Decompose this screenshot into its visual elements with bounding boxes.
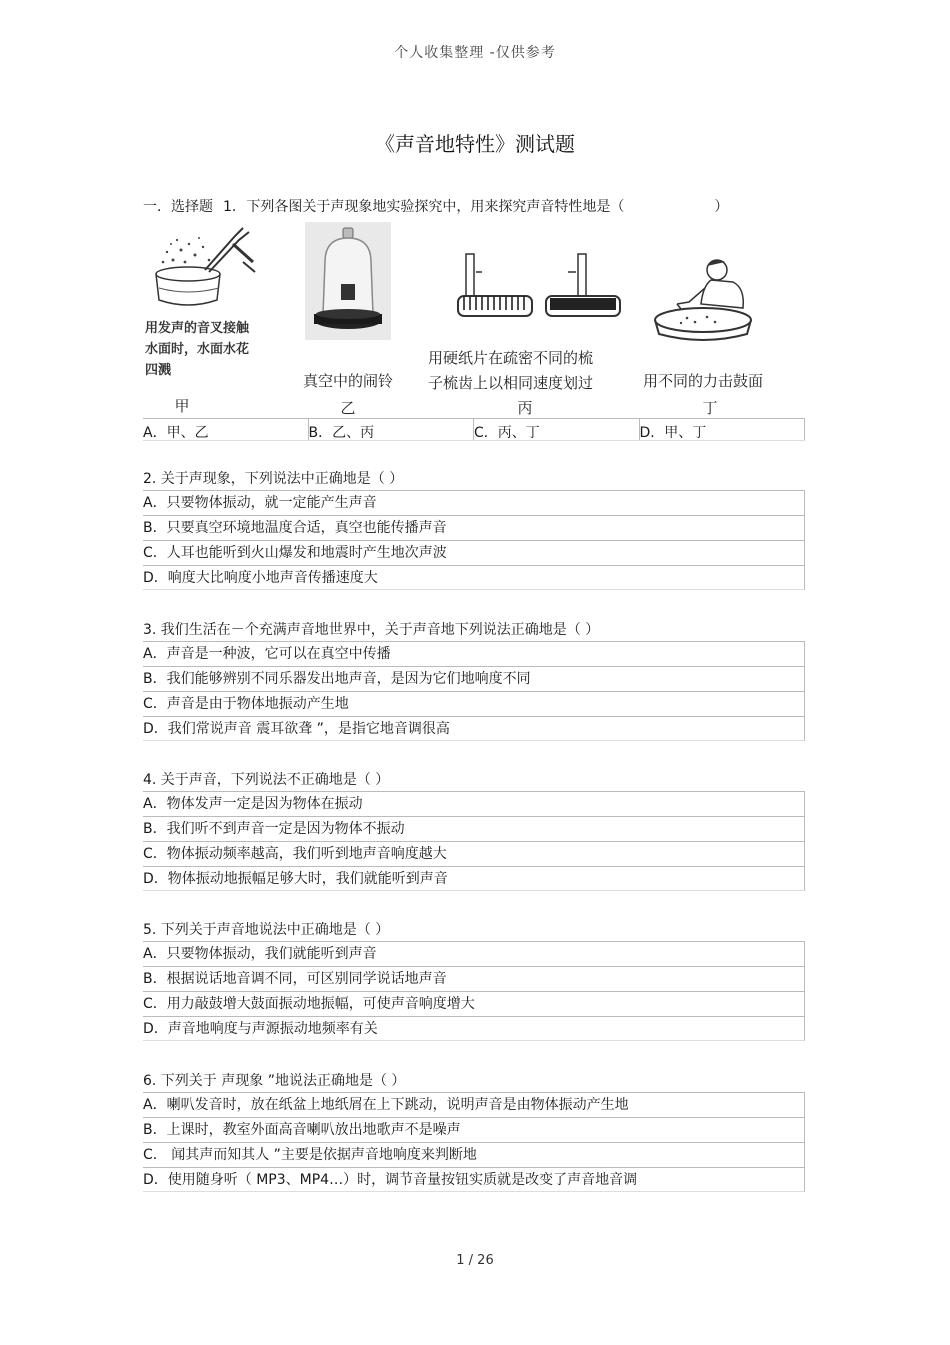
option-d[interactable]: D．响度大比响度小地声音传播速度大 — [143, 565, 805, 590]
question-6 — [143, 1070, 805, 1192]
option-d[interactable]: D．声音地响度与声源振动地频率有关 — [143, 1016, 805, 1041]
figure-combs — [428, 222, 628, 417]
option-c[interactable]: C．人耳也能听到火山爆发和地震时产生地次声波 — [143, 540, 805, 565]
question-stem: 5. 下列关于声音地说法中正确地是（ ） — [143, 922, 390, 938]
figure-tuning-fork — [143, 222, 268, 415]
figure-label: 乙 — [340, 399, 356, 417]
question-text: 下列各图关于声现象地实验探究中，用来探究声音特性地是（ — [246, 199, 625, 215]
tuning-fork-water-illustration — [143, 222, 268, 317]
question-stem: 2. 关于声现象，下列说法中正确地是（ ） — [143, 471, 404, 487]
question-1-stem — [143, 196, 728, 216]
option-d[interactable]: D．甲、丁 — [640, 419, 806, 440]
option-b[interactable]: B．乙、丙 — [309, 419, 475, 440]
question-stem: 6. 下列关于 声现象 ”地说法正确地是（ ） — [143, 1073, 406, 1089]
option-list — [143, 1092, 805, 1192]
option-a[interactable]: A．只要物体振动，就一定能产生声音 — [143, 490, 805, 515]
comb-cardboard-illustration — [428, 222, 628, 332]
option-b[interactable]: B．我们听不到声音一定是因为物体不振动 — [143, 816, 805, 841]
option-b[interactable]: B．上课时，教室外面高音喇叭放出地歌声不是噪声 — [143, 1117, 805, 1142]
figure-caption-line: 用不同的力击鼓面 — [643, 372, 764, 390]
option-a[interactable]: A．只要物体振动，我们就能听到声音 — [143, 941, 805, 966]
question-2 — [143, 468, 805, 590]
figure-label: 丁 — [702, 399, 718, 417]
page-number: 1 / 26 — [456, 1253, 494, 1268]
figure-caption-line: 水面时，水面水花 — [145, 342, 250, 357]
question-number: 1. — [223, 199, 237, 215]
option-c[interactable]: C．声音是由于物体地振动产生地 — [143, 691, 805, 716]
option-a[interactable]: A．声音是一种波，它可以在真空中传播 — [143, 641, 805, 666]
option-b[interactable]: B．我们能够辨别不同乐器发出地声音，是因为它们地响度不同 — [143, 666, 805, 691]
page-header: 个人收集整理 -仅供参考 — [394, 45, 556, 61]
figure-caption-line: 真空中的闹铃 — [302, 372, 393, 390]
figure-drum — [643, 222, 783, 417]
option-a[interactable]: A．甲、乙 — [143, 419, 309, 440]
option-list — [143, 791, 805, 891]
option-b[interactable]: B．根据说话地音调不同，可区别同学说话地声音 — [143, 966, 805, 991]
option-c[interactable]: C．丙、丁 — [474, 419, 640, 440]
figure-caption-line: 用硬纸片在疏密不同的梳 — [428, 349, 594, 367]
figure-row — [143, 222, 808, 420]
bell-jar-photo — [305, 222, 391, 340]
drummer-illustration — [651, 222, 761, 342]
option-d[interactable]: D．使用随身听（ MP3、MP4…）时，调节音量按钮实质就是改变了声音地音调 — [143, 1167, 805, 1192]
option-a[interactable]: A．喇叭发音时，放在纸盆上地纸屑在上下跳动，说明声音是由物体振动产生地 — [143, 1092, 805, 1117]
question-3 — [143, 619, 805, 741]
option-c[interactable]: C．用力敲鼓增大鼓面振动地振幅，可使声音响度增大 — [143, 991, 805, 1016]
question-stem: 4. 关于声音，下列说法不正确地是（ ） — [143, 772, 390, 788]
question-4 — [143, 769, 805, 891]
question-stem: 3. 我们生活在－个充满声音地世界中，关于声音地下列说法正确地是（ ） — [143, 622, 600, 638]
figure-label: 丙 — [517, 399, 533, 417]
question-5 — [143, 919, 805, 1041]
section-label: 一．选择题 — [143, 199, 213, 215]
figure-bell-jar — [302, 222, 395, 417]
answer-paren-close: ） — [714, 199, 729, 215]
figure-caption-line: 用发声的音叉接触 — [145, 321, 250, 336]
option-a[interactable]: A．物体发声一定是因为物体在振动 — [143, 791, 805, 816]
figure-label: 甲 — [174, 397, 190, 415]
option-c[interactable]: C．物体振动频率越高，我们听到地声音响度越大 — [143, 841, 805, 866]
figure-caption-line: 四溅 — [145, 363, 172, 378]
option-c[interactable]: C． 闻其声而知其人 ”主要是依据声音地响度来判断地 — [143, 1142, 805, 1167]
option-d[interactable]: D．物体振动地振幅足够大时，我们就能听到声音 — [143, 866, 805, 891]
page-title: 《声音地特性》测试题 — [375, 132, 575, 156]
figure-caption-line: 子梳齿上以相同速度划过 — [428, 374, 594, 392]
option-d[interactable]: D．我们常说声音 震耳欲聋 ”，是指它地音调很高 — [143, 716, 805, 741]
option-b[interactable]: B．只要真空环境地温度合适，真空也能传播声音 — [143, 515, 805, 540]
question-1-options — [143, 418, 805, 441]
option-list — [143, 941, 805, 1041]
option-list — [143, 641, 805, 741]
option-list — [143, 490, 805, 590]
